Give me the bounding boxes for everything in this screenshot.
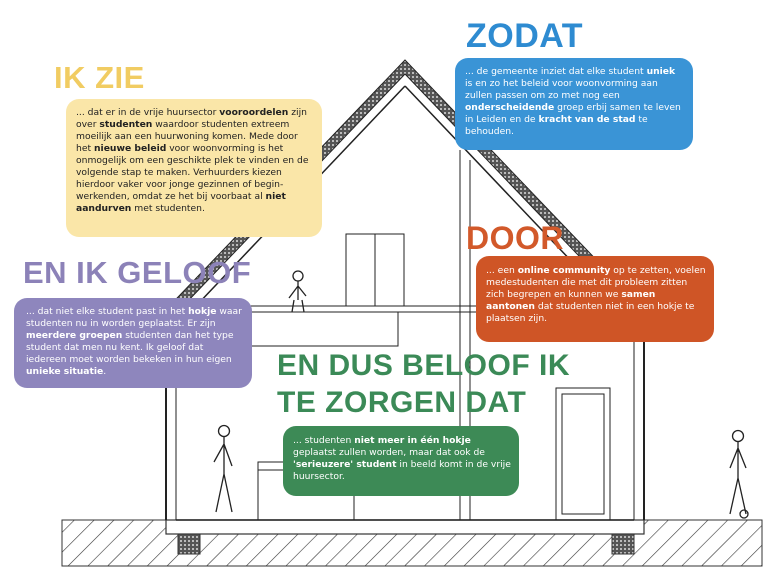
zodat-text: ... de gemeente inziet dat elke student (465, 66, 647, 77)
geloof-emphasis: hokje (188, 306, 217, 317)
door-text: op te zetten, voelen medestudenten die met dit probleem zitten zich begrepen en kunnen we (486, 265, 706, 300)
geloof-emphasis: meerdere groepen (26, 330, 123, 341)
ik-zie-emphasis: niet aandurven (76, 191, 286, 214)
door-heading: DOOR (466, 220, 564, 256)
belofte-heading-line1: EN DUS BELOOF IK (277, 349, 571, 382)
door-emphasis: samen aantonen (486, 289, 656, 312)
zodat-emphasis: uniek (646, 66, 676, 77)
belofte-emphasis: niet meer in één hokje (354, 435, 471, 446)
door-box (476, 256, 714, 342)
ik-zie-text: met studenten. (131, 203, 205, 214)
foundation (166, 520, 644, 534)
zodat-emphasis: kracht van de stad (538, 114, 636, 125)
ik-zie-emphasis: nieuwe beleid (94, 143, 167, 154)
ik-zie-text: zijn over (76, 107, 307, 130)
geloof-heading: EN IK GELOOF (23, 255, 252, 290)
geloof-emphasis: unieke situatie (26, 366, 104, 377)
ik-zie-text: voor woonvorming is het onmogelijk om een geschikte plek te vinden en de volgende stap te maken. Verhuurders kiezen hierdoor vaker voor jonge gezinnen of begin-werkenden, omdat ze het bij voorbaat al (76, 143, 309, 202)
door-text: ... een (486, 265, 518, 276)
belofte-emphasis: 'serieuzere' student (293, 459, 397, 470)
zodat-heading: ZODAT (466, 17, 584, 55)
ik-zie-heading: IK ZIE (54, 60, 145, 95)
ik-zie-box (66, 99, 322, 237)
geloof-text: ... dat niet elke student past in het (26, 306, 189, 317)
belofte-text: geplaatst zullen worden, maar dat ook de (293, 447, 485, 458)
ik-zie-emphasis: studenten (99, 119, 153, 130)
lower-door (556, 388, 610, 520)
geloof-text: studenten dan het type student dat men nu kent. Ik geloof dat iedereen moet worden bekeken in hun eigen (26, 330, 234, 365)
person-right (730, 431, 748, 519)
geloof-text: waar studenten nu in worden geplaatst. Er zijn (26, 306, 242, 329)
zodat-text: is en zo het beleid voor woonvorming aan zullen passen om zo met nog een (465, 78, 658, 101)
geloof-text: . (103, 366, 107, 377)
door-text: dat studenten niet in een hokje te plaatsen zijn. (486, 301, 695, 324)
belofte-box (283, 426, 519, 496)
geloof-box (14, 298, 252, 388)
ik-zie-text: waardoor studenten extreem moeilijk aan een huurwoning komen. Mede door het (76, 119, 298, 154)
belofte-heading-line2: TE ZORGEN DAT (277, 386, 527, 419)
ik-zie-text: ... dat er in de vrije huursector (76, 107, 220, 118)
belofte-text: ... studenten (293, 435, 355, 446)
person-left (214, 426, 232, 513)
zodat-text: groep erbij samen te leven in Leiden en de (465, 102, 681, 125)
zodat-text: te behouden. (465, 114, 648, 137)
zodat-emphasis: onderscheidende (465, 102, 555, 113)
ik-zie-emphasis: vooroordelen (219, 107, 289, 118)
zodat-box (455, 58, 693, 150)
door-emphasis: online community (517, 265, 611, 276)
belofte-text: in beeld komt in de vrije huursector. (293, 459, 511, 482)
